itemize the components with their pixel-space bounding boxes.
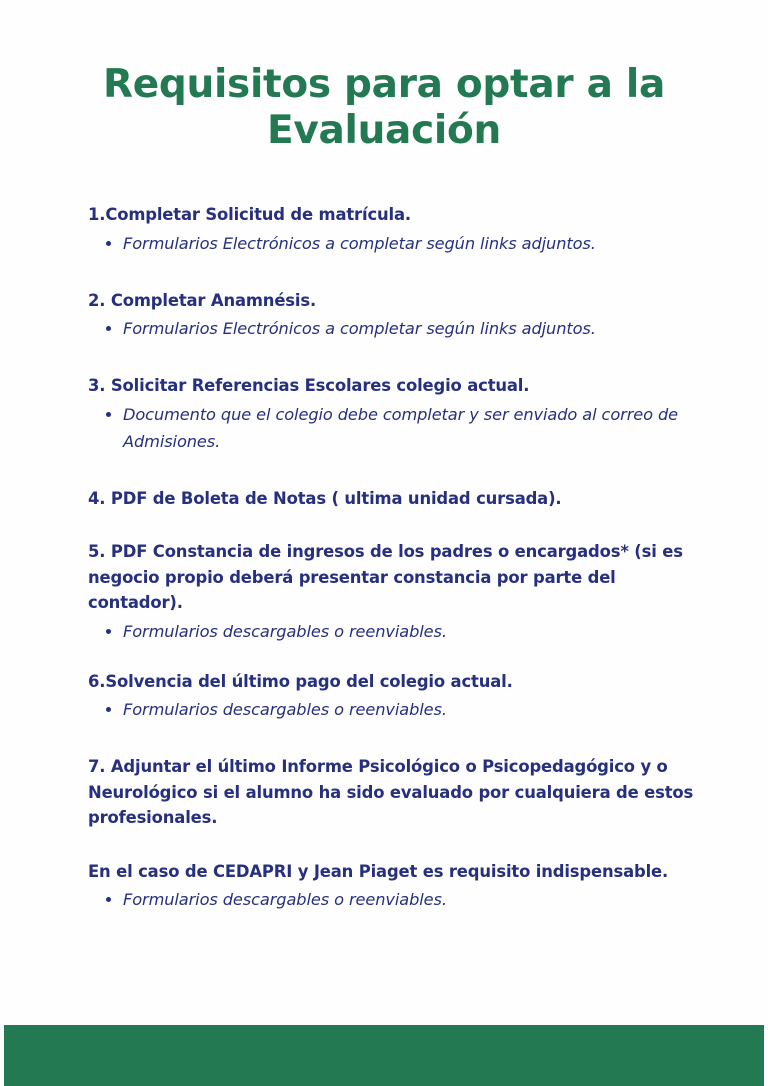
spacer <box>88 342 694 373</box>
requirement-bullets <box>88 230 694 257</box>
requirement-heading: 3. Solicitar Referencias Escolares colegio actual. <box>88 376 530 395</box>
requirement-heading: 4. PDF de Boleta de Notas ( ultima unidad cursada). <box>88 488 562 508</box>
requirements-list <box>88 202 694 913</box>
requirement-bullets <box>88 696 694 723</box>
requirement-bullets <box>88 315 694 342</box>
bullet-item: Formularios Electrónicos a completar según links adjuntos. <box>88 230 694 257</box>
requirement-bullets <box>88 618 694 645</box>
requirement-item-2 <box>88 288 694 343</box>
bullet-item: Formularios descargables o reenviables. <box>88 886 694 913</box>
requirement-item-3 <box>88 373 694 455</box>
requirement-bullets <box>88 886 694 913</box>
requirement-heading: 1.Completar Solicitud de matrícula. <box>88 205 412 224</box>
requirement-heading: 5. PDF Constancia de ingresos de los padres o encargados* (si es negocio propio deberá presentar constancia por parte del contador). <box>88 542 683 612</box>
requirement-item-1 <box>88 202 694 257</box>
bullet-item: Formularios descargables o reenviables. <box>88 696 694 723</box>
requirement-item-4 <box>88 486 694 512</box>
bullet-item: Formularios descargables o reenviables. <box>88 618 694 645</box>
spacer <box>88 455 694 486</box>
requirement-heading: En el caso de CEDAPRI y Jean Piaget es requisito indispensable. <box>88 861 669 881</box>
page-title: Requisitos para optar a la Evaluación <box>103 62 665 153</box>
spacer <box>88 257 694 288</box>
requirement-item-5 <box>88 539 694 645</box>
spacer <box>88 723 694 754</box>
bullet-item: Formularios Electrónicos a completar según links adjuntos. <box>88 315 694 342</box>
requirement-item-7 <box>88 754 694 831</box>
requirement-bullets <box>88 401 694 455</box>
requirement-item-6 <box>88 669 694 724</box>
requirement-heading: 6.Solvencia del último pago del colegio actual. <box>88 671 513 691</box>
spacer <box>88 511 694 539</box>
footer-accent-bar <box>4 1025 764 1086</box>
requirement-heading: 2. Completar Anamnésis. <box>88 290 317 310</box>
requirement-item-note <box>88 859 694 914</box>
spacer <box>88 645 694 669</box>
bullet-item: Documento que el colegio debe completar y ser enviado al correo de Admisiones. <box>88 401 694 455</box>
requirement-heading: 7. Adjuntar el último Informe Psicológico o Psicopedagógico y o Neurológico si el alumno ha sido evaluado por cualquiera de estos profesionales. <box>88 757 694 827</box>
spacer <box>88 831 694 859</box>
